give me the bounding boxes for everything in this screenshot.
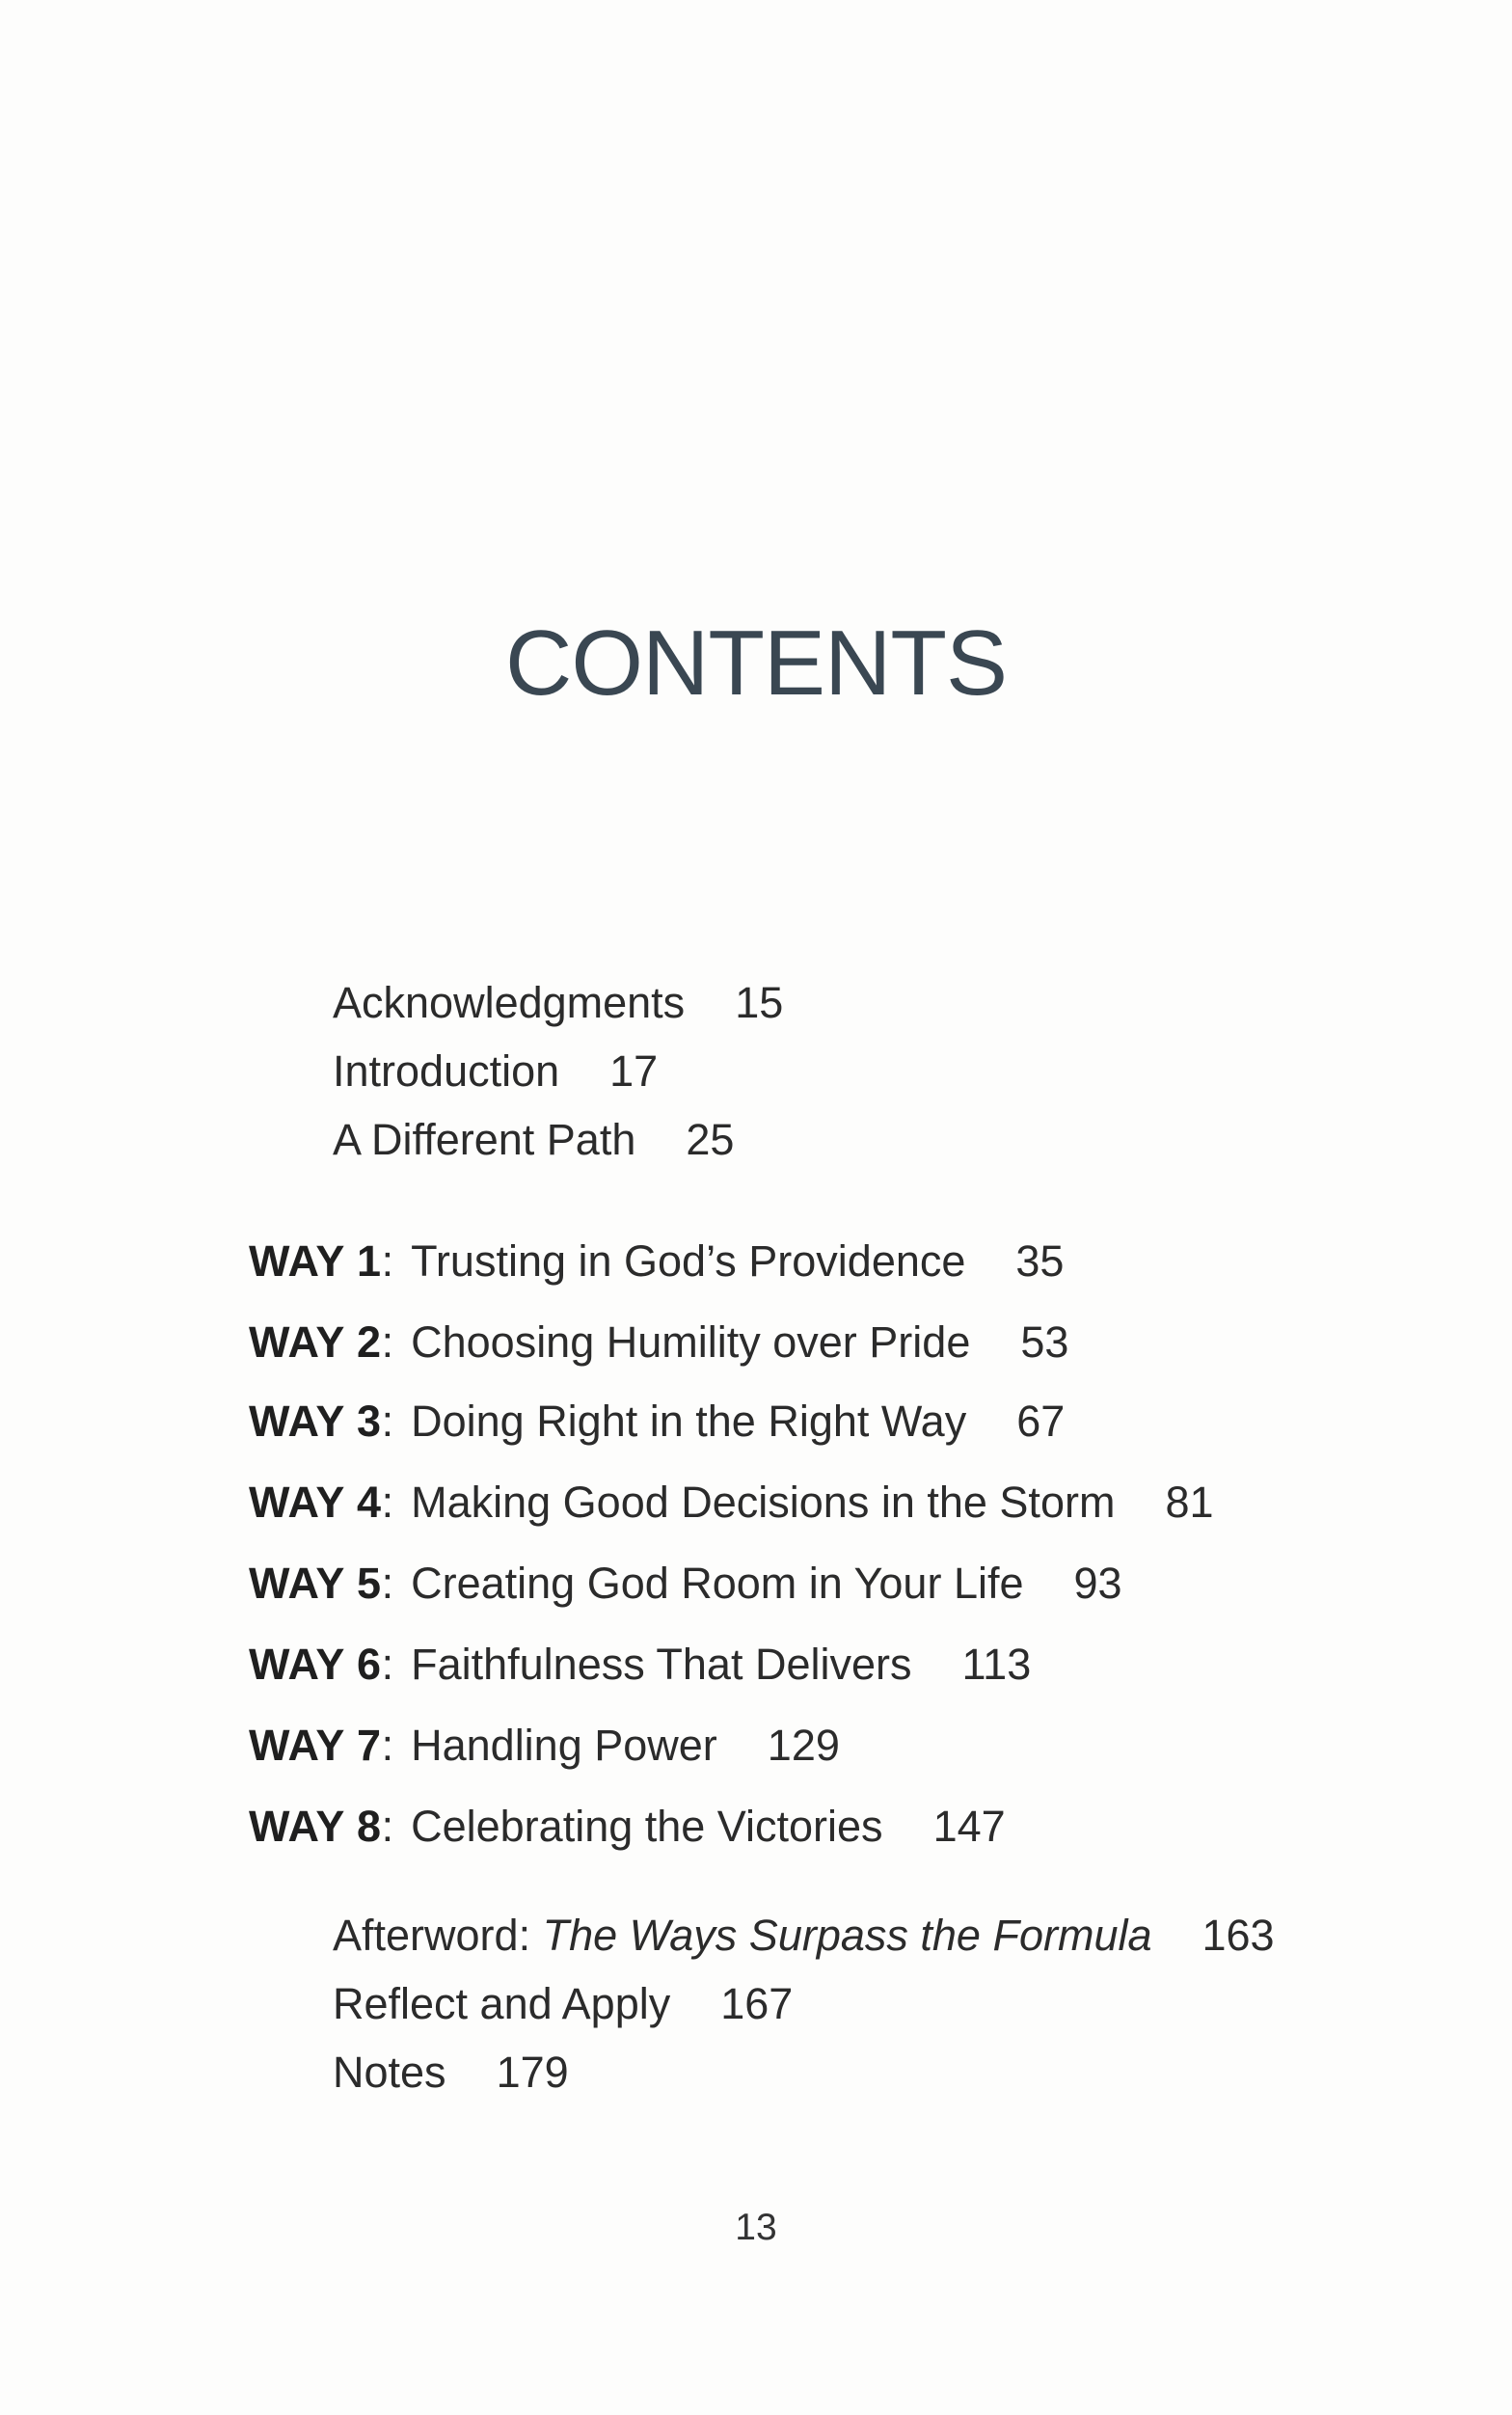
- toc-entry-label: Introduction: [333, 1046, 560, 1096]
- way-title: Celebrating the Victories: [411, 1802, 883, 1851]
- way-title: Doing Right in the Right Way: [411, 1397, 967, 1446]
- way-label: WAY 8: [249, 1802, 382, 1851]
- way-page: 147: [932, 1802, 1006, 1851]
- toc-way-8: WAY 8: Celebrating the Victories 147: [249, 1802, 1006, 1851]
- toc-way-1: WAY 1: Trusting in God’s Providence 35: [249, 1236, 1065, 1286]
- toc-entry-page: 17: [609, 1046, 659, 1096]
- toc-entry-reflect-and-apply: [333, 1979, 794, 2028]
- way-page: 81: [1165, 1478, 1214, 1527]
- toc-entry-page: 25: [686, 1115, 735, 1164]
- way-page: 67: [1016, 1397, 1066, 1446]
- toc-entry-page: 163: [1202, 1911, 1275, 1960]
- toc-entry-afterword: [333, 1911, 1275, 1960]
- toc-entry-label: Acknowledgments: [333, 978, 686, 1027]
- toc-entry-label: Afterword:: [333, 1911, 543, 1960]
- toc-way-2: WAY 2: Choosing Humility over Pride 53: [249, 1317, 1069, 1367]
- way-label: WAY 1: [249, 1236, 382, 1286]
- way-page: 113: [961, 1640, 1032, 1689]
- toc-entry-acknowledgments: [333, 978, 784, 1027]
- toc-entry-label: A Different Path: [333, 1115, 636, 1164]
- way-label: WAY 4: [249, 1478, 382, 1527]
- toc-entry-label-italic: The Ways Surpass the Formula: [542, 1911, 1152, 1960]
- way-label: WAY 6: [249, 1640, 382, 1689]
- way-label: WAY 5: [249, 1559, 382, 1608]
- toc-entry-introduction: [333, 1046, 659, 1096]
- toc-entry-page: 179: [496, 2048, 569, 2097]
- way-page: 53: [1020, 1317, 1069, 1367]
- way-title: Handling Power: [411, 1721, 717, 1770]
- way-title: Creating God Room in Your Life: [411, 1559, 1024, 1608]
- toc-entry-label: Reflect and Apply: [333, 1979, 671, 2028]
- way-page: 93: [1073, 1559, 1122, 1608]
- page-title: CONTENTS: [505, 611, 1007, 715]
- toc-way-5: WAY 5: Creating God Room in Your Life 93: [249, 1559, 1122, 1608]
- toc-entry-page: 167: [720, 1979, 794, 2028]
- toc-entry-label: Notes: [333, 2048, 446, 2097]
- page-number: 13: [735, 2207, 777, 2248]
- toc-way-4: WAY 4: Making Good Decisions in the Storm 81: [249, 1478, 1214, 1527]
- way-title: Trusting in God’s Providence: [411, 1236, 966, 1286]
- toc-way-6: WAY 6: Faithfulness That Delivers 113: [249, 1640, 1032, 1689]
- toc-entry-a-different-path: [333, 1115, 735, 1164]
- way-label: WAY 2: [249, 1317, 382, 1367]
- way-title: Making Good Decisions in the Storm: [411, 1478, 1116, 1527]
- way-page: 129: [767, 1721, 840, 1770]
- toc-way-3: WAY 3: Doing Right in the Right Way 67: [249, 1397, 1066, 1446]
- way-label: WAY 7: [249, 1721, 382, 1770]
- way-title: Faithfulness That Delivers: [411, 1640, 912, 1689]
- toc-entry-notes: [333, 2048, 569, 2097]
- toc-entry-page: 15: [735, 978, 784, 1027]
- way-page: 35: [1015, 1236, 1065, 1286]
- way-label: WAY 3: [249, 1397, 382, 1446]
- way-title: Choosing Humility over Pride: [411, 1317, 971, 1367]
- toc-way-7: WAY 7: Handling Power 129: [249, 1721, 840, 1770]
